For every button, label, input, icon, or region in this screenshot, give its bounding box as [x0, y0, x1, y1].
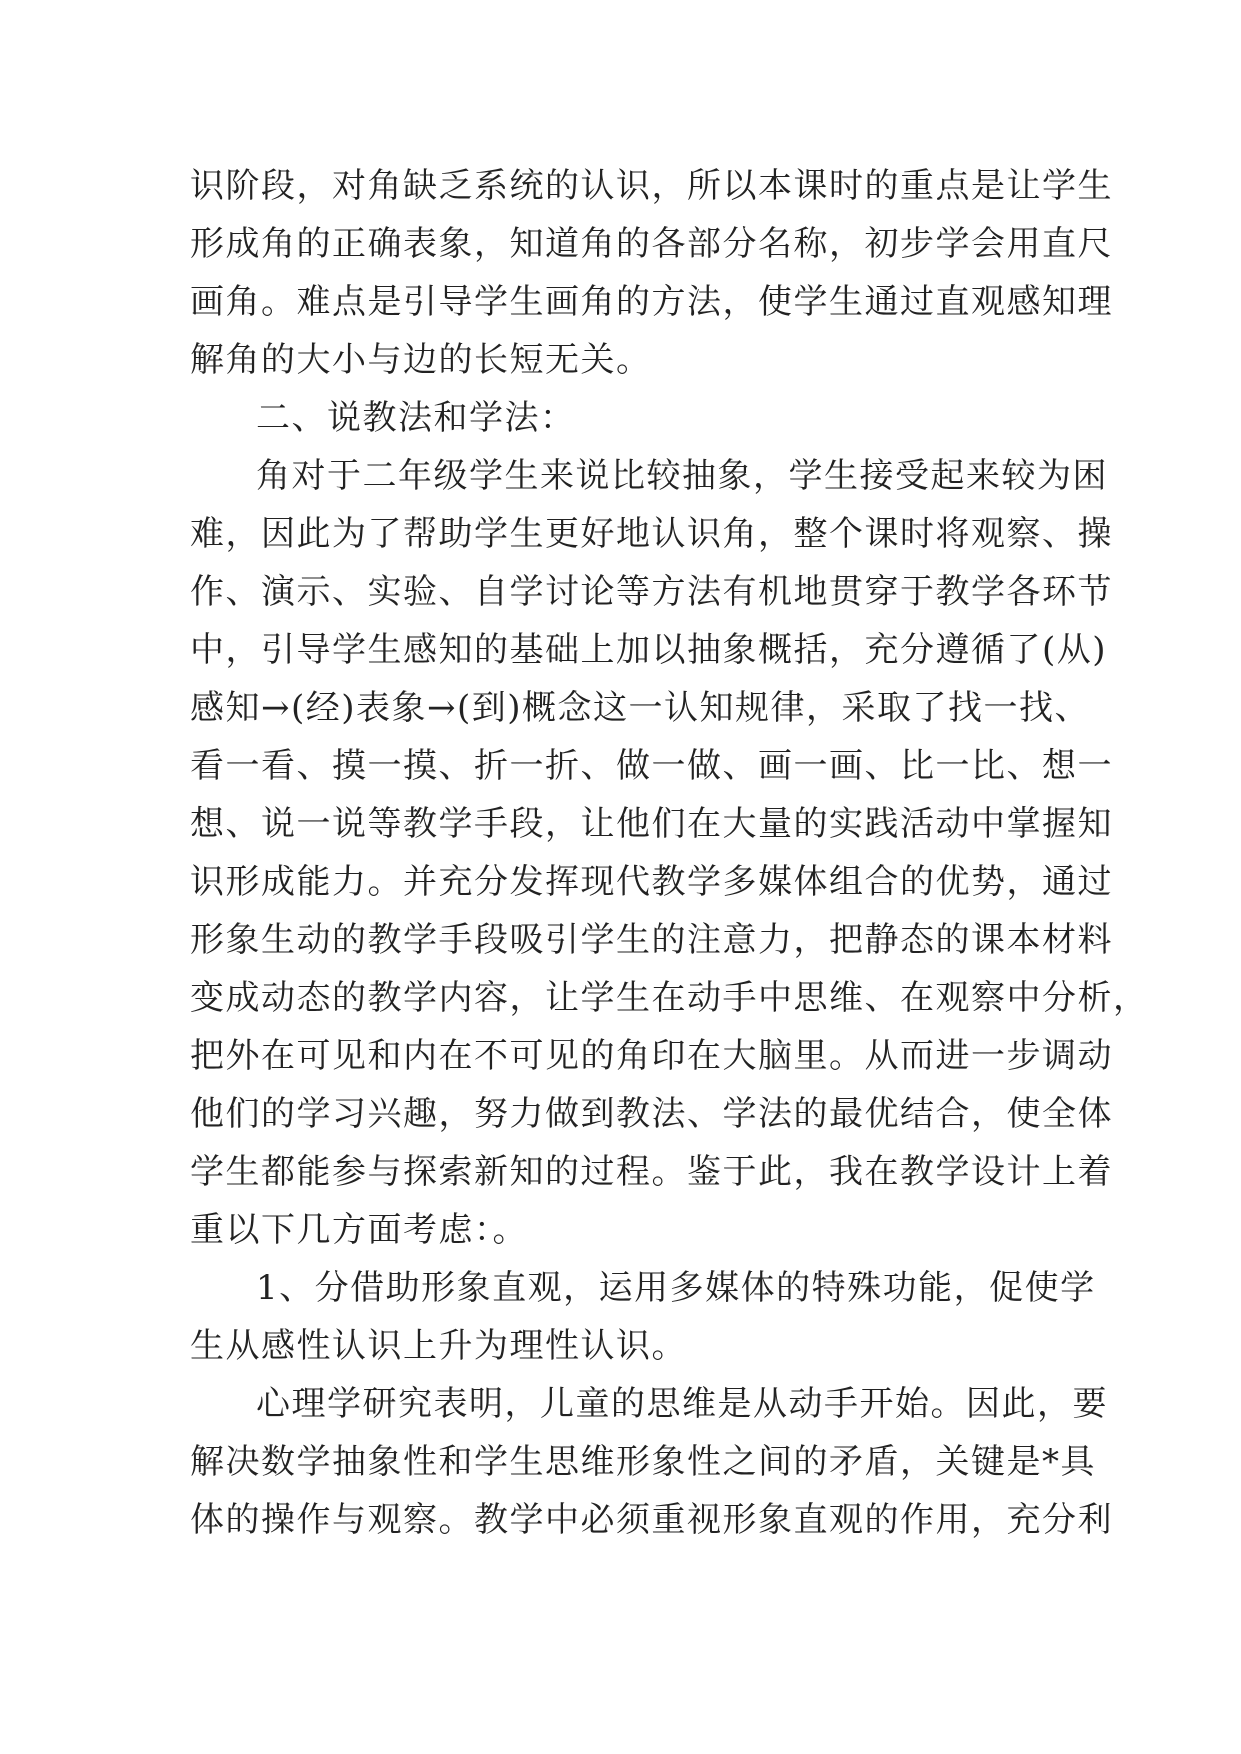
text-line: 中，引导学生感知的基础上加以抽象概括，充分遵循了(从)	[190, 630, 1108, 670]
text-line: 识形成能力。并充分发挥现代教学多媒体组合的优势，通过	[190, 862, 1113, 902]
text-line: 生从感性认识上升为理性认识。	[190, 1326, 687, 1366]
text-line: 画角。难点是引导学生画角的方法，使学生通过直观感知理	[190, 282, 1113, 322]
text-line: 形象生动的教学手段吸引学生的注意力，把静态的课本材料	[190, 920, 1113, 960]
text-line: 学生都能参与探索新知的过程。鉴于此，我在教学设计上着	[190, 1152, 1113, 1192]
text-line: 解角的大小与边的长短无关。	[190, 340, 652, 380]
text-line: 变成动态的教学内容，让学生在动手中思维、在观察中分析，	[190, 978, 1149, 1018]
text-line: 识阶段，对角缺乏系统的认识，所以本课时的重点是让学生	[190, 166, 1113, 206]
text-line: 解决数学抽象性和学生思维形象性之间的矛盾，关键是*具	[190, 1442, 1096, 1482]
section-heading: 二、说教法和学法：	[256, 398, 576, 438]
text-line: 角对于二年级学生来说比较抽象，学生接受起来较为困	[256, 456, 1108, 496]
text-line: 形成角的正确表象，知道角的各部分名称，初步学会用直尺	[190, 224, 1113, 264]
text-line: 感知→(经)表象→(到)概念这一认知规律，采取了找一找、	[190, 688, 1091, 728]
text-line: 看一看、摸一摸、折一折、做一做、画一画、比一比、想一	[190, 746, 1113, 786]
text-line: 重以下几方面考虑：。	[190, 1210, 528, 1250]
text-line: 1、分借助形象直观，运用多媒体的特殊功能，促使学	[256, 1268, 1096, 1308]
text-line: 心理学研究表明，儿童的思维是从动手开始。因此，要	[256, 1384, 1108, 1424]
text-line: 他们的学习兴趣，努力做到教法、学法的最优结合，使全体	[190, 1094, 1113, 1134]
text-line: 想、说一说等教学手段，让他们在大量的实践活动中掌握知	[190, 804, 1113, 844]
text-line: 作、演示、实验、自学讨论等方法有机地贯穿于教学各环节	[190, 572, 1113, 612]
text-line: 难，因此为了帮助学生更好地认识角，整个课时将观察、操	[190, 514, 1113, 554]
text-line: 体的操作与观察。教学中必须重视形象直观的作用，充分利	[190, 1500, 1113, 1540]
text-line: 把外在可见和内在不可见的角印在大脑里。从而进一步调动	[190, 1036, 1113, 1076]
